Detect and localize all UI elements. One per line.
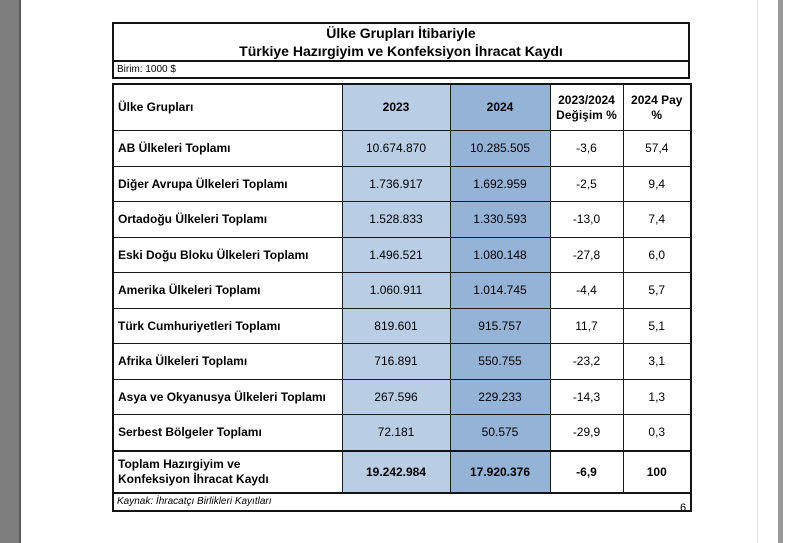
cell-change: -3,6 bbox=[550, 131, 623, 167]
row-name: AB Ülkeleri Toplamı bbox=[113, 131, 342, 167]
export-table bbox=[112, 22, 690, 512]
source-note: Kaynak: İhracatçı Birlikleri Kayıtları bbox=[113, 493, 691, 511]
table-row bbox=[113, 415, 691, 451]
header-change-line2: Değişim % bbox=[556, 107, 617, 122]
table-row bbox=[113, 166, 691, 202]
cell-2024: 229.233 bbox=[450, 379, 550, 415]
row-name: Diğer Avrupa Ülkeleri Toplamı bbox=[113, 166, 342, 202]
cell-2023: 1.528.833 bbox=[342, 202, 450, 238]
cell-share: 3,1 bbox=[623, 344, 691, 380]
row-name: Asya ve Okyanusya Ülkeleri Toplamı bbox=[113, 379, 342, 415]
cell-2024: 1.014.745 bbox=[450, 273, 550, 309]
page-number: 6 bbox=[680, 502, 687, 514]
total-label bbox=[113, 451, 342, 493]
table-row bbox=[113, 202, 691, 238]
vertical-scrollbar[interactable] bbox=[778, 0, 783, 543]
total-label-line1: Toplam Hazırgiyim ve bbox=[118, 456, 241, 471]
header-row bbox=[113, 84, 691, 131]
cell-2023: 1.736.917 bbox=[342, 166, 450, 202]
row-name: Eski Doğu Bloku Ülkeleri Toplamı bbox=[113, 237, 342, 273]
total-2023: 19.242.984 bbox=[342, 451, 450, 493]
header-share-line2: % bbox=[651, 107, 663, 122]
cell-share: 5,1 bbox=[623, 308, 691, 344]
cell-2023: 1.060.911 bbox=[342, 273, 450, 309]
page-title bbox=[112, 22, 690, 62]
header-group: Ülke Grupları bbox=[113, 84, 342, 131]
cell-2024: 50.575 bbox=[450, 415, 550, 451]
table-row bbox=[113, 379, 691, 415]
cell-2024: 1.330.593 bbox=[450, 202, 550, 238]
total-label-line2: Konfeksiyon İhracat Kaydı bbox=[118, 471, 269, 486]
cell-change: -27,8 bbox=[550, 237, 623, 273]
cell-change: -14,3 bbox=[550, 379, 623, 415]
cell-2023: 819.601 bbox=[342, 308, 450, 344]
row-name: Ortadoğu Ülkeleri Toplamı bbox=[113, 202, 342, 238]
table-row bbox=[113, 273, 691, 309]
cell-2023: 1.496.521 bbox=[342, 237, 450, 273]
header-share-line1: 2024 Pay bbox=[631, 92, 683, 107]
cell-share: 6,0 bbox=[623, 237, 691, 273]
header-share bbox=[623, 84, 691, 131]
cell-change: -13,0 bbox=[550, 202, 623, 238]
cell-2024: 1.080.148 bbox=[450, 237, 550, 273]
cell-2023: 72.181 bbox=[342, 415, 450, 451]
cell-2023: 10.674.870 bbox=[342, 131, 450, 167]
header-change bbox=[550, 84, 623, 131]
cell-change: -23,2 bbox=[550, 344, 623, 380]
total-change: -6,9 bbox=[550, 451, 623, 493]
cell-2024: 550.755 bbox=[450, 344, 550, 380]
page-right-edge-line bbox=[757, 0, 758, 543]
header-2023: 2023 bbox=[342, 84, 450, 131]
cell-share: 5,7 bbox=[623, 273, 691, 309]
cell-share: 9,4 bbox=[623, 166, 691, 202]
cell-change: -2,5 bbox=[550, 166, 623, 202]
title-line-2: Türkiye Hazırgiyim ve Konfeksiyon İhracat Kaydı bbox=[239, 43, 563, 59]
cell-share: 7,4 bbox=[623, 202, 691, 238]
cell-share: 1,3 bbox=[623, 379, 691, 415]
cell-2023: 716.891 bbox=[342, 344, 450, 380]
source-row bbox=[113, 493, 691, 511]
data-table bbox=[112, 83, 692, 512]
cell-change: -29,9 bbox=[550, 415, 623, 451]
header-change-line1: 2023/2024 bbox=[558, 92, 615, 107]
cell-change: 11,7 bbox=[550, 308, 623, 344]
window-left-edge-bar bbox=[0, 0, 21, 543]
cell-share: 0,3 bbox=[623, 415, 691, 451]
cell-2024: 915.757 bbox=[450, 308, 550, 344]
cell-2024: 1.692.959 bbox=[450, 166, 550, 202]
cell-share: 57,4 bbox=[623, 131, 691, 167]
table-row bbox=[113, 237, 691, 273]
header-2024: 2024 bbox=[450, 84, 550, 131]
table-row bbox=[113, 308, 691, 344]
row-name: Amerika Ülkeleri Toplamı bbox=[113, 273, 342, 309]
title-line-1: Ülke Grupları İtibariyle bbox=[326, 25, 476, 41]
table-row bbox=[113, 344, 691, 380]
cell-change: -4,4 bbox=[550, 273, 623, 309]
total-share: 100 bbox=[623, 451, 691, 493]
cell-2023: 267.596 bbox=[342, 379, 450, 415]
cell-2024: 10.285.505 bbox=[450, 131, 550, 167]
row-name: Türk Cumhuriyetleri Toplamı bbox=[113, 308, 342, 344]
table-row bbox=[113, 131, 691, 167]
total-2024: 17.920.376 bbox=[450, 451, 550, 493]
unit-note: Birim: 1000 $ bbox=[112, 62, 690, 79]
row-name: Afrika Ülkeleri Toplamı bbox=[113, 344, 342, 380]
total-row bbox=[113, 451, 691, 493]
row-name: Serbest Bölgeler Toplamı bbox=[113, 415, 342, 451]
